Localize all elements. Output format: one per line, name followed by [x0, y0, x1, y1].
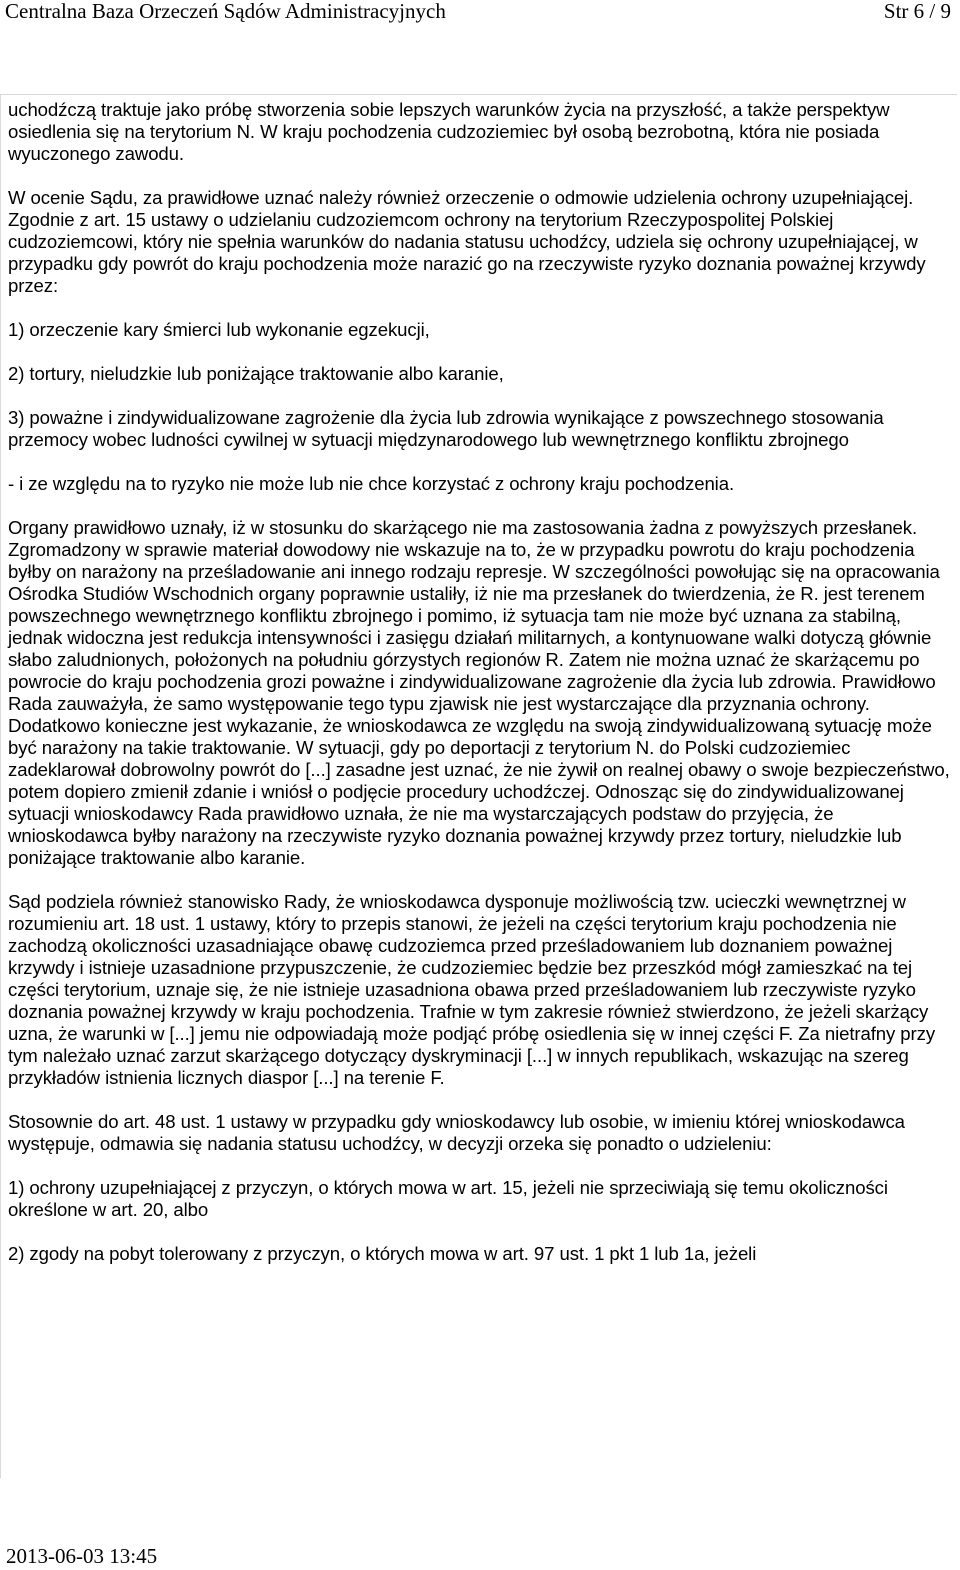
document-source-title: Centralna Baza Orzeczeń Sądów Administracyjnych: [5, 0, 446, 23]
list-item: 1) ochrony uzupełniającej z przyczyn, o których mowa w art. 15, jeżeli nie sprzeciwiają się temu okoliczności określone w art. 20, albo: [8, 1177, 888, 1220]
list-item: 2) tortury, nieludzkie lub poniżające traktowanie albo karanie,: [8, 363, 504, 384]
print-timestamp: 2013-06-03 13:45: [6, 1544, 158, 1568]
paragraph: - i ze względu na to ryzyko nie może lub nie chce korzystać z ochrony kraju pochodzenia.: [8, 473, 735, 494]
paragraph: Organy prawidłowo uznały, iż w stosunku do skarżącego nie ma zastosowania żadna z powyższych przesłanek. Zgromadzony w sprawie materiał dowodowy nie wskazuje na to, że w przypadku powrotu do kraju pochodzenia byłby on narażony na prześladowanie ani innego rodzaju represje. W szczególności powołując się na opracowania Ośrodka Studiów Wschodnich organy poprawnie ustaliły, iż nie ma przesłanek do twierdzenia, że R. jest terenem powszechnego wewnętrznego konfliktu zbrojnego i pomimo, iż sytuacja tam nie może być uznana za stabilną, jednak widoczna jest redukcja intensywności i zasięgu działań militarnych, a kontynuowane walki dotyczą głównie słabo zaludnionych, położonych na południu górzystych regionów R. Zatem nie można uznać że skarżącemu po powrocie do kraju pochodzenia grozi poważne i zindywidualizowane zagrożenie dla życia lub zdrowia. Prawidłowo Rada zauważyła, że samo występowanie tego typu zjawisk nie jest wystarczające dla przyznania ochrony. Dodatkowo konieczne jest wykazanie, że wnioskodawca ze względu na swoją zindywidualizowaną sytuację może być narażony na takie traktowanie. W sytuacji, gdy po deportacji z terytorium N. do Polski cudzoziemiec zadeklarował dobrowolny powrót do [...] zasadne jest uznać, że nie żywił on realnej obawy o swoje bezpieczeństwo, potem dopiero zmienił zdanie i wniósł o podjęcie procedury uchodźczej. Odnosząc się do zindywidualizowanej sytuacji wnioskodawcy Rada prawidłowo uznała, że nie ma wystarczających podstaw do przyjęcia, że wnioskodawca byłby narażony na rzeczywiste ryzyko doznania poważnej krzywdy przez tortury, nieludzkie lub poniżające traktowanie albo karanie.: [8, 517, 950, 868]
paragraph: Stosownie do art. 48 ust. 1 ustawy w przypadku gdy wnioskodawcy lub osobie, w imieniu której wnioskodawca występuje, odmawia się nadania statusu uchodźcy, w decyzji orzeka się ponadto o udzieleniu:: [8, 1111, 905, 1154]
paragraph: W ocenie Sądu, za prawidłowe uznać należy również orzeczenie o odmowie udzielenia ochrony uzupełniającej. Zgodnie z art. 15 ustawy o udzielaniu cudzoziemcom ochrony na terytorium Rzeczypospolitej Polskiej cudzoziemcowi, który nie spełnia warunków do nadania statusu uchodźcy, udziela się ochrony uzupełniającej, w przypadku gdy powrót do kraju pochodzenia może narazić go na rzeczywiste ryzyko doznania poważnej krzywdy przez:: [8, 187, 926, 296]
list-item: 1) orzeczenie kary śmierci lub wykonanie egzekucji,: [8, 319, 430, 340]
page-header: [0, 0, 960, 28]
paragraph: uchodźczą traktuje jako próbę stworzenia sobie lepszych warunków życia na przyszłość, a także perspektyw osiedlenia się na terytorium N. W kraju pochodzenia cudzoziemiec był osobą bezrobotną, która nie posiada wyuczonego zawodu.: [8, 99, 890, 164]
document-body: [0, 94, 957, 1478]
page-number: Str 6 / 9: [883, 0, 951, 23]
list-item: 3) poważne i zindywidualizowane zagrożenie dla życia lub zdrowia wynikające z powszechnego stosowania przemocy wobec ludności cywilnej w sytuacji międzynarodowego lub wewnętrznego konfliktu zbrojnego: [8, 407, 884, 450]
paragraph: Sąd podziela również stanowisko Rady, że wnioskodawca dysponuje możliwością tzw. ucieczki wewnętrznej w rozumieniu art. 18 ust. 1 ustawy, który to przepis stanowi, że jeżeli na części terytorium kraju pochodzenia nie zachodzą okoliczności uzasadniające obawę cudzoziemca przed prześladowaniem lub doznaniem poważnej krzywdy i istnieje uzasadnione przypuszczenie, że cudzoziemiec będzie bez przeszkód mógł zamieszkać na tej części terytorium, uznaje się, że nie istnieje uzasadniona obawa przed prześladowaniem lub rzeczywiste ryzyko doznania poważnej krzywdy w kraju pochodzenia. Trafnie w tym zakresie również stwierdzono, że jeżeli skarżący uzna, że warunki w [...] jemu nie odpowiadają może podjąć próbę osiedlenia się w innej części F. Za nietrafny przy tym należało uznać zarzut skarżącego dotyczący dyskryminacji [...] w innych republikach, wskazując na szereg przykładów istnienia licznych diaspor [...] na terenie F.: [8, 891, 936, 1088]
list-item: 2) zgody na pobyt tolerowany z przyczyn, o których mowa w art. 97 ust. 1 pkt 1 lub 1a, jeżeli: [8, 1243, 757, 1264]
